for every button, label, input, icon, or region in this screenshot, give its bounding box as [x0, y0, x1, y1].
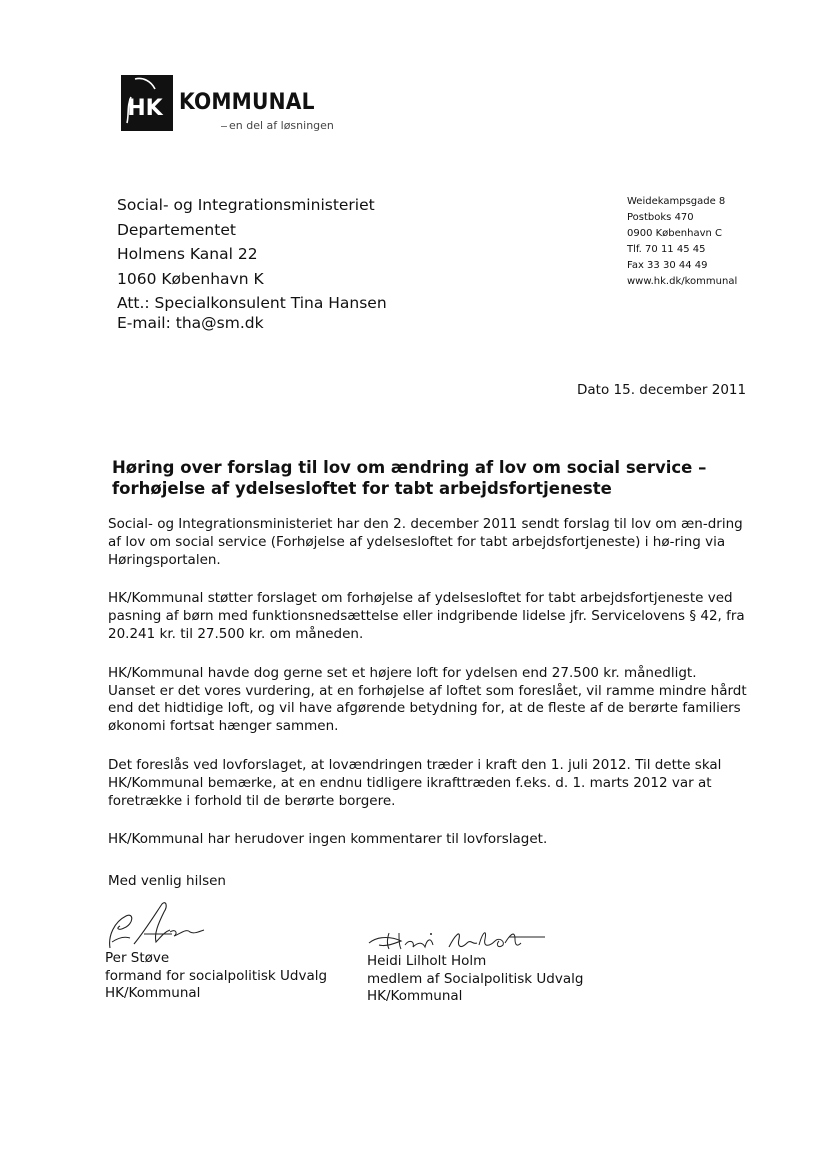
signer-name: Heidi Lilholt Holm: [367, 953, 487, 969]
sender-address: [627, 194, 737, 290]
signer-org: HK/Kommunal: [105, 985, 201, 1001]
body-paragraph: HK/Kommunal har herudover ingen kommentarer til lovforslaget.: [108, 831, 548, 848]
body-paragraph: Det foreslås ved lovforslaget, at lovændringen træder i kraft den 1. juli 2012. Til dette skal HK/Kommunal bemærke, at en endnu tidligere ikrafttræden f.eks. d. 1. marts 2012 var at foretrække i forhold til de berørte borgere.: [108, 756, 722, 809]
signature-block-right: [367, 953, 583, 1006]
sender-website: www.hk.dk/kommunal: [627, 276, 738, 287]
logo-tagline: en del af løsningen: [229, 119, 334, 132]
letter-date: Dato 15. december 2011: [577, 382, 747, 398]
signature-per-stove: [104, 898, 214, 953]
signer-org: HK/Kommunal: [367, 988, 463, 1004]
recipient-line: Holmens Kanal 22: [117, 245, 258, 263]
sender-line: Fax 33 30 44 49: [627, 260, 708, 271]
hk-logo-mark-icon: [121, 75, 173, 131]
sender-line: Tlf. 70 11 45 45: [627, 244, 706, 255]
sender-line: 0900 København C: [627, 228, 723, 239]
signer-title: formand for socialpolitisk Udvalg: [105, 967, 328, 984]
recipient-line: Att.: Specialkonsulent Tina Hansen: [117, 294, 387, 312]
signer-title: medlem af Socialpolitisk Udvalg: [367, 970, 584, 987]
sender-line: Postboks 470: [627, 212, 694, 223]
recipient-line: Departementet: [117, 220, 236, 239]
recipient-line: Social- og Integrationsministeriet: [117, 196, 375, 214]
hk-kommunal-logo: [121, 75, 381, 145]
sender-line: Weidekampsgade 8: [627, 196, 726, 207]
recipient-address: [117, 193, 387, 335]
signer-name: Per Støve: [105, 950, 170, 966]
svg-text:HK: HK: [127, 96, 163, 121]
body-paragraph: HK/Kommunal støtter forslaget om forhøjelse af ydelsesloftet for tabt arbejdsfortjeneste ved pasning af børn med funktionsnedsættelse eller indgribende lidelse jfr. Servicelovens § 42, fra 20.241 kr. til 27.500 kr. om måneden.: [108, 590, 745, 642]
signature-heidi-lilholt: [365, 925, 547, 953]
subject-line: forhøjelse af ydelsesloftet for tabt arbejdsfortjeneste: [112, 479, 612, 498]
recipient-email: E-mail: tha@sm.dk: [117, 313, 264, 332]
subject-line: Høring over forslag til lov om ændring af lov om social service –: [112, 458, 707, 477]
recipient-line: 1060 København K: [117, 269, 264, 288]
body-paragraph: HK/Kommunal havde dog gerne set et højere loft for ydelsen end 27.500 kr. månedligt. Uanset er det vores vurdering, at en forhøjelse af loftet som foreslået, vil ramme mindre hårdt end det hidtidige loft, og vil have afgørende betydning for, at de fleste af de berørte familiers økonomi fortsat hænger sammen.: [108, 664, 747, 735]
closing-salutation: Med venlig hilsen: [108, 873, 226, 889]
body-paragraph: Social- og Integrationsministeriet har den 2. december 2011 sendt forslag til lov om æn-dring af lov om social service (Forhøjelse af ydelsesloftet for tabt arbejdsfortjeneste) i hø-ring via Høringsportalen.: [108, 516, 743, 568]
letter-body: [108, 516, 748, 870]
logo-tagline-dash: [221, 126, 227, 127]
letter-subject: [112, 457, 732, 499]
logo-name: KOMMUNAL: [179, 90, 315, 115]
signature-block-left: [105, 950, 327, 1003]
